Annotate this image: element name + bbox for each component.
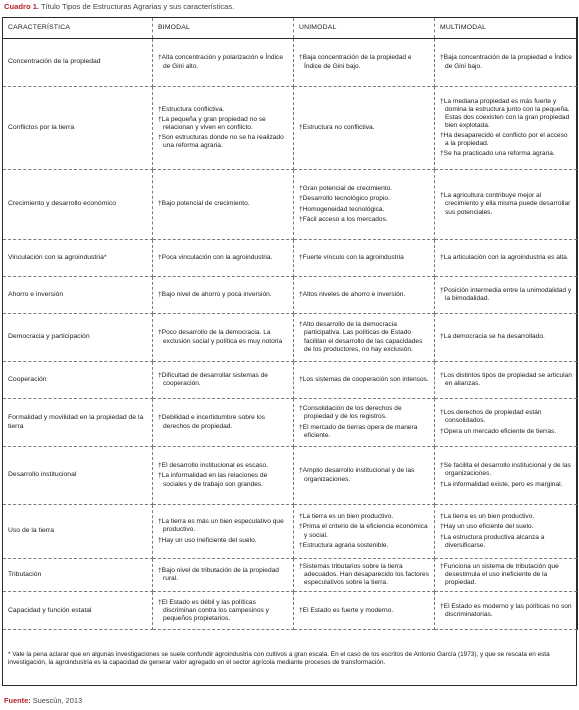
unimodal-cell (294, 559, 435, 592)
bimodal-item: † Hay un uso ineficiente del suelo. (158, 537, 288, 545)
unimodal-item: † Consolidación de los derechos de propiedad y de los registros. (299, 405, 429, 421)
characteristic-cell: Cooperación (3, 362, 153, 399)
unimodal-item: † La tierra es un bien productivo. (299, 513, 429, 521)
unimodal-item: † Desarrollo tecnológico propio. (299, 195, 429, 203)
unimodal-cell (294, 399, 435, 447)
header-row (3, 18, 578, 39)
characteristic-cell: Uso de la tierra (3, 505, 153, 559)
table-row (3, 399, 578, 447)
multimodal-item: † Baja concentración de la propiedad e Índice de Gini bajo. (440, 54, 572, 70)
table-caption (4, 2, 234, 12)
unimodal-item: † Altos niveles de ahorro e inversión. (299, 291, 429, 299)
multimodal-item: † Los distintos tipos de propiedad se articulan en alianzas. (440, 372, 572, 388)
multimodal-cell (435, 314, 578, 362)
multimodal-item: † Ha desaparecido el conflicto por el acceso a la propiedad. (440, 132, 572, 148)
table-row (3, 277, 578, 314)
bimodal-cell (153, 362, 294, 399)
unimodal-item: † Baja concentración de la propiedad e Índice de Gini bajo. (299, 54, 429, 70)
bimodal-cell (153, 559, 294, 592)
source-text: Suescún, 2013 (32, 696, 83, 705)
table-row (3, 592, 578, 630)
unimodal-cell (294, 170, 435, 240)
bimodal-cell (153, 447, 294, 505)
bimodal-item: † Alta concentración y polarización e Índice de Gini alto. (158, 54, 288, 70)
multimodal-cell (435, 87, 578, 170)
table-row (3, 87, 578, 170)
bimodal-item: † Bajo nivel de ahorro y poca inversión. (158, 291, 288, 299)
multimodal-item: † La articulación con la agroindustria es alta. (440, 254, 572, 262)
multimodal-cell (435, 277, 578, 314)
multimodal-cell (435, 399, 578, 447)
bimodal-cell (153, 87, 294, 170)
unimodal-item: † Estructura no conflictiva. (299, 124, 429, 132)
bimodal-item: † Son estructuras donde no se ha realizado una reforma agraria. (158, 134, 288, 150)
unimodal-item: † Alto desarrollo de la democracia participativa. Las políticas de Estado facilitan el desarrollo de las capacidades de los productores, no hay exclusión. (299, 321, 429, 353)
bimodal-item: † Poco desarrollo de la democracia. La exclusión social y política es muy notoria (158, 329, 288, 345)
source-line (4, 696, 82, 705)
multimodal-item: † Se ha practicado una reforma agraria. (440, 150, 572, 158)
multimodal-cell (435, 592, 578, 630)
bimodal-item: † Bajo nivel de tributación de la propiedad rural. (158, 567, 288, 583)
header-caracteristica: CARACTERÍSTICA (3, 18, 153, 39)
multimodal-item: † La tierra es un bien productivo. (440, 513, 572, 521)
characteristic-cell: Capacidad y función estatal (3, 592, 153, 630)
bimodal-item: † La pequeña y gran propiedad no se relacionan y viven en conflicto. (158, 116, 288, 132)
multimodal-cell (435, 39, 578, 87)
footnote: * Vale la pena aclarar que en algunas investigaciones se suele confundir agroindustria con cultivos a gran escala. En el caso de los escritos de Antonio García (1973), y que se rescata en esta investigación, la agroindustria es la capacidad de generar valor agregado en el sector agrícola mediante procesos de transformación. (8, 651, 550, 667)
unimodal-cell (294, 240, 435, 277)
bimodal-item: † Poca vinculación con la agroindustria. (158, 254, 288, 262)
multimodal-item: † Funciona un sistema de tributación que desestimula el uso ineficiente de la propiedad. (440, 563, 572, 587)
multimodal-item: † La informalidad existe, pero es marginal. (440, 481, 572, 489)
table-row (3, 559, 578, 592)
bimodal-item: † Debilidad e incertidumbre sobre los derechos de propiedad. (158, 414, 288, 430)
multimodal-item: † Opera un mercado eficiente de tierras. (440, 428, 572, 436)
unimodal-cell (294, 592, 435, 630)
multimodal-item: † Se facilita el desarrollo institucional y de las organizaciones. (440, 462, 572, 478)
characteristic-cell: Crecimiento y desarrollo económico (3, 170, 153, 240)
multimodal-item: † La democracia se ha desarrollado. (440, 333, 572, 341)
bimodal-cell (153, 592, 294, 630)
characteristic-cell: Tributación (3, 559, 153, 592)
unimodal-cell (294, 87, 435, 170)
bimodal-item: † La informalidad en las relaciones de sociales y de trabajo son grandes. (158, 472, 288, 488)
characteristic-cell: Concentración de la propiedad (3, 39, 153, 87)
bimodal-cell (153, 314, 294, 362)
caption-label: Cuadro 1. (4, 2, 40, 11)
unimodal-item: † Fácil acceso a los mercados. (299, 216, 429, 224)
bimodal-cell (153, 39, 294, 87)
table-row (3, 505, 578, 559)
unimodal-item: † Amplio desarrollo institucional y de las organizaciones. (299, 467, 429, 483)
unimodal-item: † Fuerte vínculo con la agroindustria (299, 254, 429, 262)
characteristic-cell: Vinculación con la agroindustria* (3, 240, 153, 277)
bimodal-cell (153, 240, 294, 277)
table-row (3, 170, 578, 240)
unimodal-item: † Homogeneidad tecnológica. (299, 206, 429, 214)
table-body (3, 39, 578, 630)
unimodal-item: † El Estado es fuerte y moderno. (299, 607, 429, 615)
header-bimodal: BIMODAL (153, 18, 294, 39)
multimodal-item: † Los derechos de propiedad están consolidados. (440, 409, 572, 425)
multimodal-cell (435, 362, 578, 399)
multimodal-item: † Posición intermedia entre la unimodalidad y la bimodalidad. (440, 287, 572, 303)
multimodal-item: † La mediana propiedad es más fuerte y domina la estructura junto con la pequeña. Estas dos coexisten con la gran propiedad bien explotada. (440, 98, 572, 130)
unimodal-cell (294, 505, 435, 559)
table-row (3, 362, 578, 399)
bimodal-cell (153, 399, 294, 447)
characteristic-cell: Conflictos por la tierra (3, 87, 153, 170)
unimodal-cell (294, 277, 435, 314)
bimodal-item: † Estructura conflictiva. (158, 106, 288, 114)
bimodal-item: † La tierra es más un bien especulativo que productivo. (158, 518, 288, 534)
unimodal-item: † Estructura agraria sostenible. (299, 542, 429, 550)
characteristic-cell: Formalidad y movilidad en la propiedad de la tierra (3, 399, 153, 447)
characteristic-cell: Desarrollo institucional (3, 447, 153, 505)
table-row (3, 447, 578, 505)
bimodal-cell (153, 277, 294, 314)
header-unimodal: UNIMODAL (294, 18, 435, 39)
multimodal-cell (435, 240, 578, 277)
bimodal-item: † El Estado es débil y las políticas discriminan contra los campesinos y pequeños propietarios. (158, 599, 288, 623)
multimodal-item: † La agricultura contribuye mejor al crecimiento y ella misma puede desarrollar sus potenciales. (440, 192, 572, 216)
unimodal-item: † Los sistemas de cooperación son intensos. (299, 376, 429, 384)
unimodal-cell (294, 39, 435, 87)
bimodal-item: † Dificultad de desarrollar sistemas de cooperación. (158, 372, 288, 388)
characteristic-cell: Democracia y participación (3, 314, 153, 362)
multimodal-cell (435, 559, 578, 592)
bimodal-item: † Bajo potencial de crecimiento. (158, 200, 288, 208)
caption-text: Título Tipos de Estructuras Agrarias y sus características. (41, 2, 235, 11)
multimodal-cell (435, 447, 578, 505)
unimodal-cell (294, 447, 435, 505)
structures-table (2, 17, 578, 630)
bimodal-cell (153, 170, 294, 240)
unimodal-cell (294, 362, 435, 399)
multimodal-cell (435, 170, 578, 240)
unimodal-item: † Gran potencial de crecimiento. (299, 185, 429, 193)
bimodal-item: † El desarrollo institucional es escaso. (158, 462, 288, 470)
table-row (3, 39, 578, 87)
header-multimodal: MULTIMODAL (435, 18, 578, 39)
table-row (3, 314, 578, 362)
source-label: Fuente: (4, 696, 31, 705)
multimodal-cell (435, 505, 578, 559)
table-row (3, 240, 578, 277)
unimodal-cell (294, 314, 435, 362)
multimodal-item: † La estructura productiva alcanza a diversificarse. (440, 534, 572, 550)
multimodal-item: † Hay un uso eficiente del suelo. (440, 523, 572, 531)
unimodal-item: † Sistemas tributarios sobre la tierra adecuados. Han desaparecido los factores especulativos sobre la tierra. (299, 563, 429, 587)
unimodal-item: † Prima el criterio de la eficiencia económica y social. (299, 523, 429, 539)
unimodal-item: † El mercado de tierras opera de manera eficiente. (299, 424, 429, 440)
multimodal-item: † El Estado es moderno y las políticas no son discriminatorias. (440, 603, 572, 619)
bimodal-cell (153, 505, 294, 559)
characteristic-cell: Ahorro e inversión (3, 277, 153, 314)
